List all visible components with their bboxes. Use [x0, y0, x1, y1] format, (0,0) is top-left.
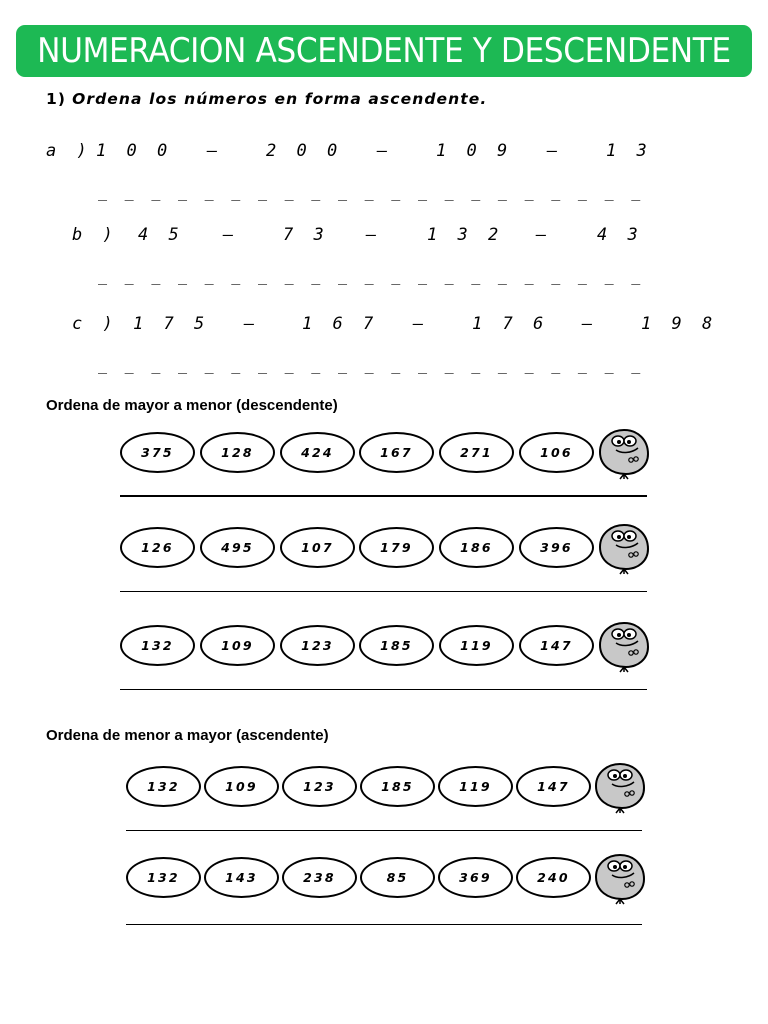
number-oval: 147 [519, 625, 594, 666]
separator: – [366, 225, 382, 245]
number-oval: 132 [126, 766, 201, 807]
answer-line[interactable] [120, 495, 647, 497]
separator: – [244, 314, 260, 334]
number-oval: 369 [438, 857, 513, 898]
question-text: Ordena los números en forma ascendente. [72, 90, 488, 108]
number-oval: 123 [280, 625, 355, 666]
item-label: b ) [72, 225, 118, 245]
number-item: 1 0 0 [96, 141, 173, 161]
item-label: a ) [46, 141, 92, 161]
number-oval: 128 [200, 432, 275, 473]
number-oval: 375 [120, 432, 195, 473]
number-oval: 109 [200, 625, 275, 666]
title-banner [16, 25, 752, 77]
answer-blank-c[interactable]: _ _ _ _ _ _ _ _ _ _ _ _ _ _ _ _ _ _ _ _ _ [98, 356, 645, 374]
oval-row [120, 625, 660, 677]
answer-blank-a[interactable]: _ _ _ _ _ _ _ _ _ _ _ _ _ _ _ _ _ _ _ _ _ [98, 183, 645, 201]
number-oval: 119 [438, 766, 513, 807]
number-oval: 109 [204, 766, 279, 807]
bird-mascot-icon [594, 428, 650, 480]
separator: – [536, 225, 552, 245]
number-oval: 167 [359, 432, 434, 473]
oval-row [120, 527, 660, 579]
separator: – [207, 141, 223, 161]
number-item: 1 9 8 [641, 314, 718, 334]
number-item: 1 7 6 [472, 314, 549, 334]
descending-heading: Ordena de mayor a menor (descendente) [46, 397, 338, 414]
number-oval: 179 [359, 527, 434, 568]
number-item: 1 3 2 [427, 225, 504, 245]
number-item: 4 3 [597, 225, 643, 245]
sequence-c [72, 314, 732, 338]
separator: – [413, 314, 429, 334]
bird-mascot-icon [590, 853, 646, 905]
oval-row [120, 432, 660, 484]
question-1-prompt [46, 90, 487, 108]
number-oval: 185 [360, 766, 435, 807]
oval-row [126, 766, 656, 818]
number-oval: 424 [280, 432, 355, 473]
number-oval: 495 [200, 527, 275, 568]
number-oval: 132 [126, 857, 201, 898]
bird-mascot-icon [590, 762, 646, 814]
answer-line[interactable] [120, 689, 647, 690]
bird-mascot-icon [594, 523, 650, 575]
number-oval: 238 [282, 857, 357, 898]
answer-blank-b[interactable]: _ _ _ _ _ _ _ _ _ _ _ _ _ _ _ _ _ _ _ _ _ [98, 267, 645, 285]
oval-row [126, 857, 656, 909]
number-item: 1 3 [606, 141, 652, 161]
number-oval: 107 [280, 527, 355, 568]
number-oval: 106 [519, 432, 594, 473]
separator: – [377, 141, 393, 161]
number-item: 1 7 5 [133, 314, 210, 334]
number-item: 2 0 0 [266, 141, 343, 161]
number-oval: 185 [359, 625, 434, 666]
number-oval: 132 [120, 625, 195, 666]
ascending-heading: Ordena de menor a mayor (ascendente) [46, 727, 329, 744]
answer-line[interactable] [126, 924, 642, 925]
answer-line[interactable] [120, 591, 647, 592]
number-oval: 143 [204, 857, 279, 898]
separator: – [547, 141, 563, 161]
number-oval: 240 [516, 857, 591, 898]
number-oval: 85 [360, 857, 435, 898]
sequence-b [72, 225, 722, 249]
number-oval: 396 [519, 527, 594, 568]
number-item: 1 0 9 [436, 141, 513, 161]
item-label: c ) [72, 314, 118, 334]
number-oval: 147 [516, 766, 591, 807]
number-oval: 186 [439, 527, 514, 568]
number-oval: 119 [439, 625, 514, 666]
number-item: 1 6 7 [302, 314, 379, 334]
sequence-a [46, 141, 726, 165]
number-item: 7 3 [283, 225, 329, 245]
question-number: 1) [46, 90, 67, 108]
number-oval: 271 [439, 432, 514, 473]
page-title: NUMERACION ASCENDENTE Y DESCENDENTE [37, 31, 731, 71]
number-oval: 123 [282, 766, 357, 807]
number-item: 4 5 [138, 225, 184, 245]
separator: – [223, 225, 239, 245]
answer-line[interactable] [126, 830, 642, 831]
bird-mascot-icon [594, 621, 650, 673]
number-oval: 126 [120, 527, 195, 568]
separator: – [582, 314, 598, 334]
